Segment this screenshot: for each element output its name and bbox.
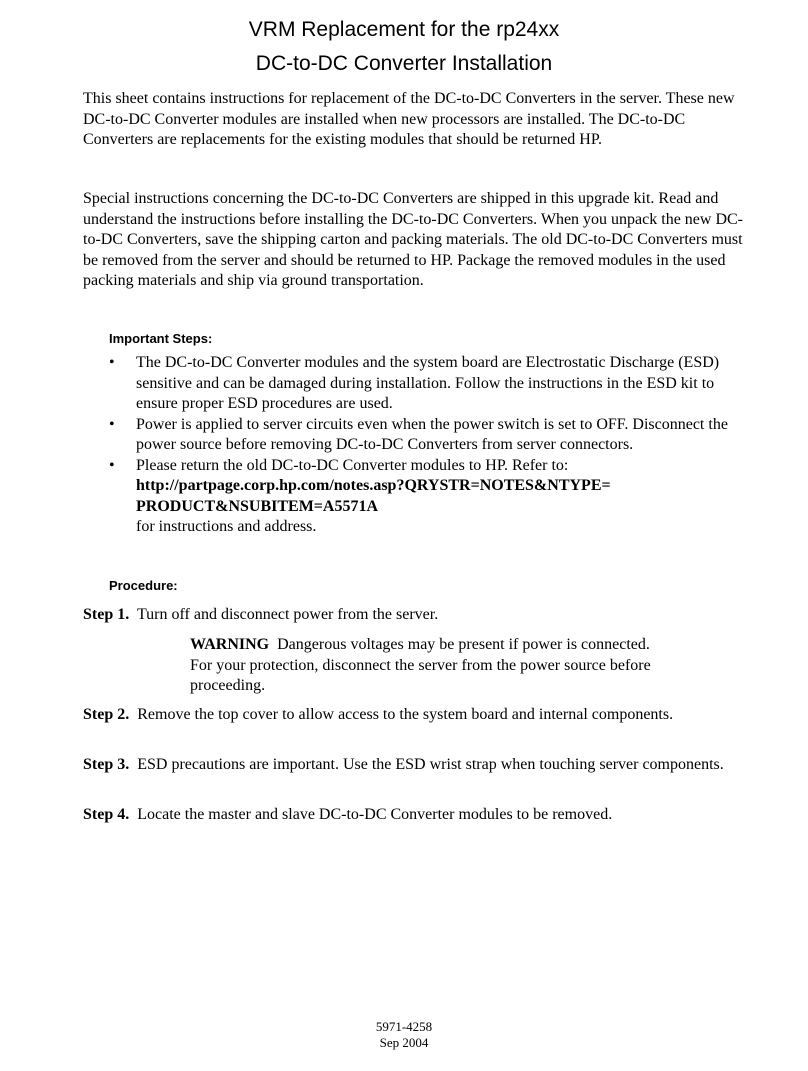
document-title: VRM Replacement for the rp24xx xyxy=(248,18,560,41)
step-label: Step 1. xyxy=(83,606,130,623)
list-item xyxy=(109,353,729,415)
step-text: Locate the master and slave DC-to-DC Converter modules to be removed. xyxy=(137,806,613,823)
step-text: Turn off and disconnect power from the server. xyxy=(136,606,439,623)
bullet-icon: • xyxy=(109,415,115,433)
step-1 xyxy=(83,605,743,626)
return-instructions-link[interactable]: http://partpage.corp.hp.com/notes.asp?QRYSTR=NOTES&NTYPE= xyxy=(136,477,611,494)
title-block xyxy=(0,13,808,81)
list-item xyxy=(109,415,729,456)
special-instructions-paragraph: Special instructions concerning the DC-to-DC Converters are shipped in this upgrade kit. Read and understand the instructions before installing the DC-to-DC Converters. When you unpack the new DC-to-DC Converters, save the shipping carton and packing materials. The old DC-to-DC Converters must be removed from the server and should be returned to HP. Package the removed modules in the used packing materials and ship via ground transportation. xyxy=(83,190,744,289)
return-instructions-link-continued[interactable]: PRODUCT&NSUBITEM=A5571A xyxy=(136,497,379,515)
step-text: ESD precautions are important. Use the ESD wrist strap when touching server components. xyxy=(137,756,724,773)
warning-label: WARNING xyxy=(190,636,270,653)
bullet-text: Please return the old DC-to-DC Converter modules to HP. Refer to: xyxy=(136,456,569,474)
intro-paragraph: This sheet contains instructions for replacement of the DC-to-DC Converters in the server. These new DC-to-DC Converter modules are installed when new processors are installed. The DC-to-DC Converters are replacements for the existing modules that should be returned HP. xyxy=(83,90,735,148)
page-footer xyxy=(0,1019,808,1051)
bullet-text: The DC-to-DC Converter modules and the system board are Electrostatic Discharge (ESD) sensitive and can be damaged during installation. Follow the instructions in the ESD kit to ensure proper ESD procedures are used. xyxy=(136,354,720,412)
step-2 xyxy=(83,705,743,726)
list-item xyxy=(109,456,729,538)
step-4 xyxy=(83,805,743,826)
step-text: Remove the top cover to allow access to the system board and internal components. xyxy=(137,706,674,723)
important-steps-heading: Important Steps: xyxy=(109,331,213,346)
warning-text: Dangerous voltages may be present if power is connected. For your protection, disconnect the server from the power source before proceeding. xyxy=(190,636,651,694)
bullet-trailing-text: for instructions and address. xyxy=(136,518,317,535)
bullet-text: Power is applied to server circuits even when the power switch is set to OFF. Disconnect the power source before removing DC-to-DC Converters from server connectors. xyxy=(136,415,728,453)
step-3 xyxy=(83,755,743,776)
important-steps-list xyxy=(109,353,729,538)
document-subtitle: DC-to-DC Converter Installation xyxy=(255,52,553,75)
bullet-icon: • xyxy=(109,354,115,371)
publication-date: Sep 2004 xyxy=(379,1035,429,1050)
step-label: Step 3. xyxy=(83,756,130,773)
procedure-heading: Procedure: xyxy=(109,578,178,593)
step-label: Step 2. xyxy=(83,706,130,723)
part-number: 5971-4258 xyxy=(375,1019,433,1034)
step-label: Step 4. xyxy=(83,806,130,823)
warning-note xyxy=(190,635,660,697)
bullet-icon: • xyxy=(109,456,115,474)
